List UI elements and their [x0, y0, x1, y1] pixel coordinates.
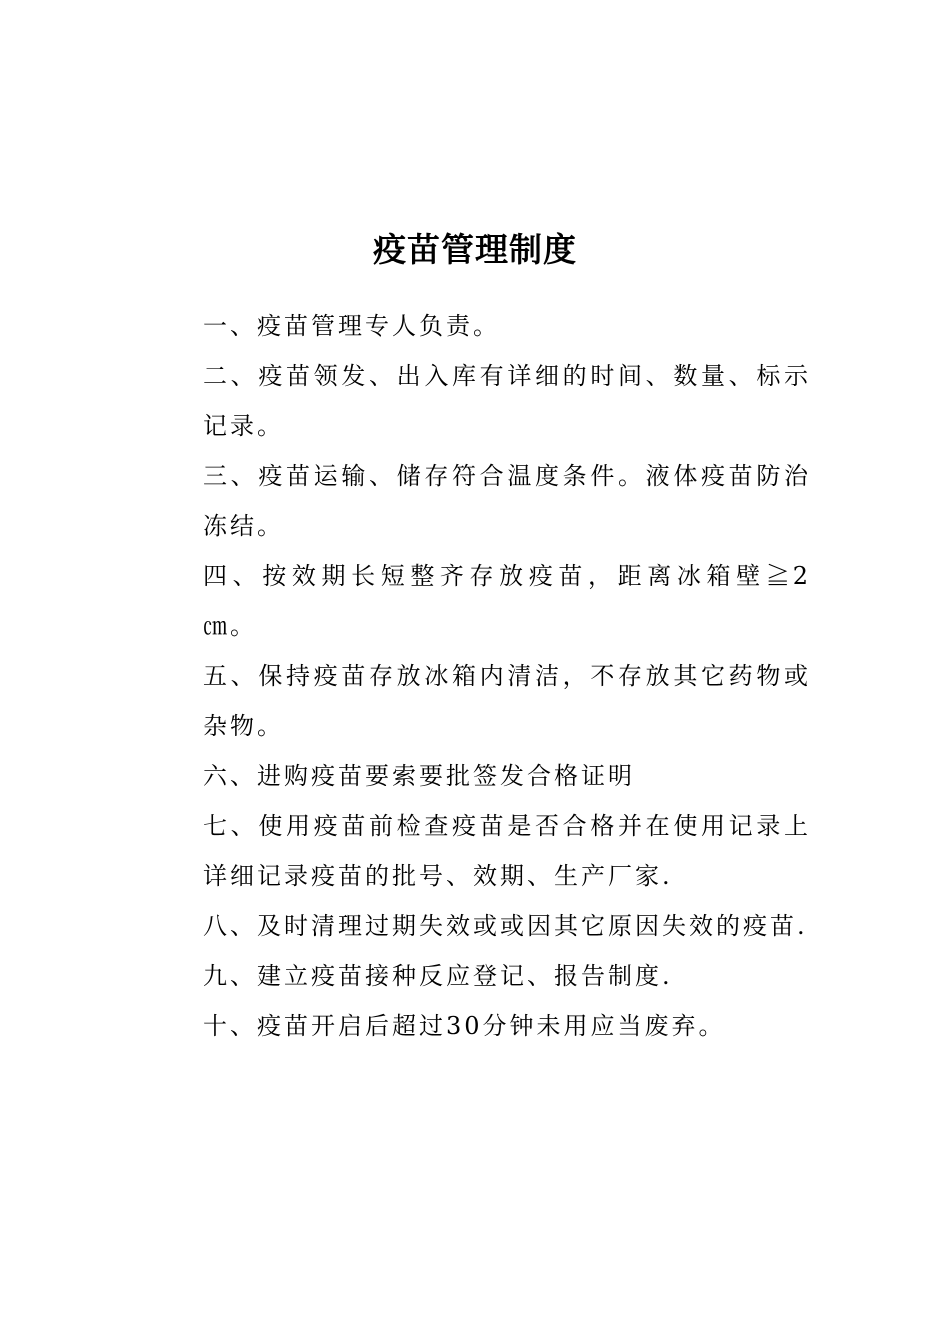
- rule-item-8: 八、及时清理过期失效或或因其它原因失效的疫苗.: [203, 912, 808, 940]
- rule-item-7: 七、使用疫苗前检查疫苗是否合格并在使用记录上详细记录疫苗的批号、效期、生产厂家.: [203, 812, 811, 890]
- rule-item-1: 一、疫苗管理专人负责。: [203, 312, 500, 340]
- rule-item-2: 二、疫苗领发、出入库有详细的时间、数量、标示记录。: [203, 362, 811, 440]
- document-body: [203, 301, 811, 1051]
- rule-item-6: 六、进购疫苗要索要批签发合格证明: [203, 762, 635, 790]
- document-title: 疫苗管理制度: [373, 230, 577, 269]
- rule-item-3: 三、疫苗运输、储存符合温度条件。液体疫苗防治冻结。: [203, 462, 811, 540]
- rule-item-10: 十、疫苗开启后超过30分钟未用应当废弃。: [203, 1012, 726, 1040]
- rule-item-5: 五、保持疫苗存放冰箱内清洁，不存放其它药物或杂物。: [203, 662, 811, 740]
- rule-item-4: 四、按效期长短整齐存放疫苗，距离冰箱壁≧2㎝。: [203, 562, 811, 640]
- rule-item-9: 九、建立疫苗接种反应登记、报告制度.: [203, 962, 673, 990]
